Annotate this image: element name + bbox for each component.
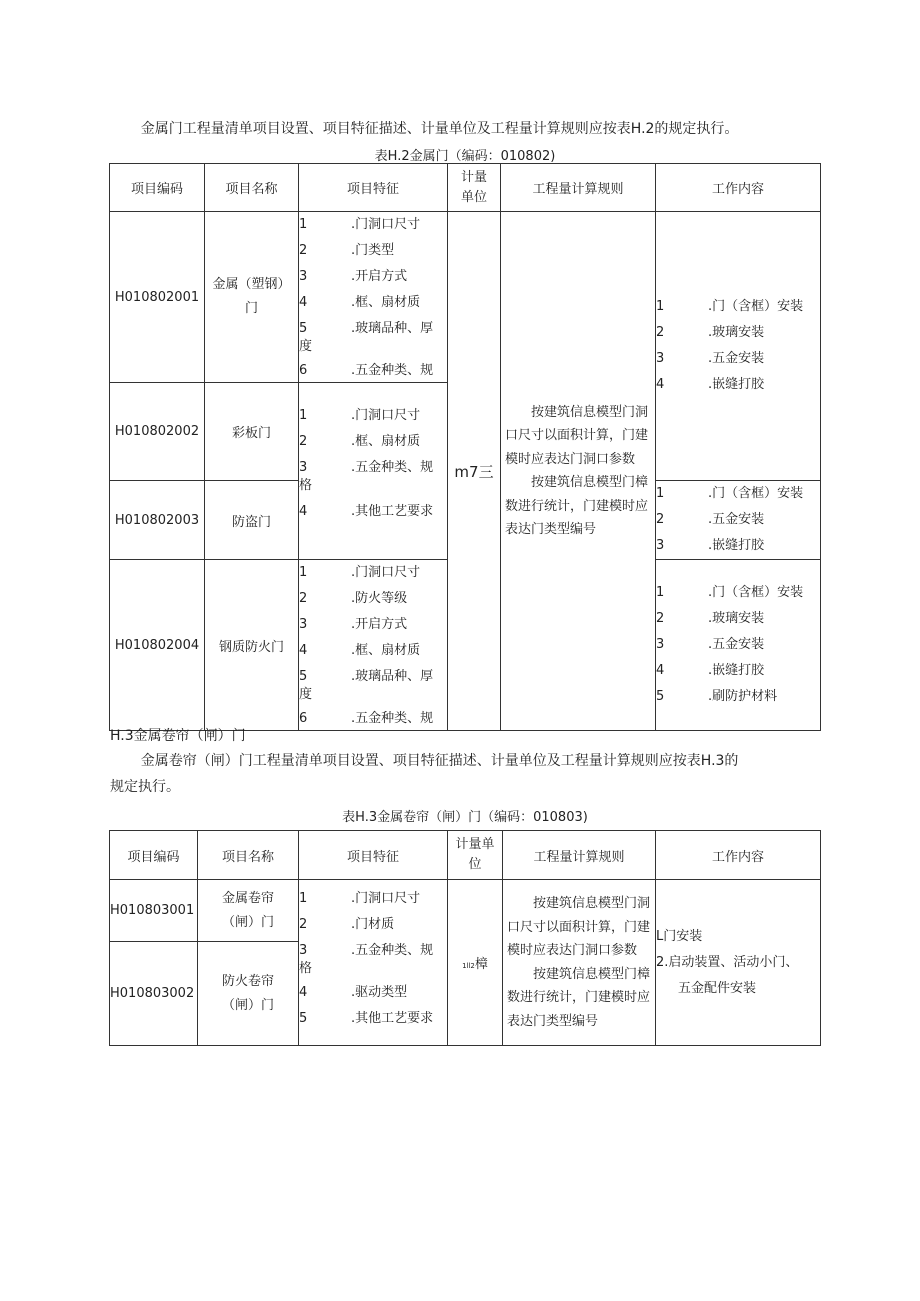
header-unit-line2: 单位 xyxy=(460,189,487,205)
work-item: 1 .门（含框）安装 xyxy=(656,486,804,501)
work-item: 3 .嵌缝打胶 xyxy=(656,538,765,553)
header-code: 项目编码 xyxy=(110,831,198,880)
feature-item: 1 .门洞口尺寸 xyxy=(299,408,421,423)
feature-list xyxy=(299,560,448,731)
work-item: 1 .门（含框）安装 xyxy=(656,585,804,600)
work-item: 2.启动装置、活动小门、 xyxy=(656,954,799,970)
section-heading-h3: H.3金属卷帘（闸）门 xyxy=(110,728,246,744)
feature-item: 1 .门洞口尺寸 xyxy=(299,565,421,580)
feature-item: 5 .玻璃品种、厚 度 xyxy=(299,669,434,702)
work-item: 3 .五金安装 xyxy=(656,637,765,652)
header-work: 工作内容 xyxy=(656,164,821,212)
rule-cell xyxy=(501,212,656,731)
work-item: 2 .玻璃安装 xyxy=(656,611,765,626)
rule-text-1: 按建筑信息模型门洞口尺寸以面积计算，门建模时应表达门洞口参数 xyxy=(505,404,649,467)
feature-item: 4 .框、扇材质 xyxy=(299,295,421,310)
feature-list xyxy=(299,880,448,1046)
work-item: L门安装 xyxy=(656,928,703,944)
feature-item: 2 .门类型 xyxy=(299,243,395,258)
header-rule: 工程量计算规则 xyxy=(501,164,656,212)
header-unit-line1: 计量单 xyxy=(455,837,495,852)
row-name: 彩板门 xyxy=(205,383,299,481)
feature-list xyxy=(299,383,448,560)
intro-paragraph-h3-line2: 规定执行。 xyxy=(110,779,180,795)
feature-item: 2 .防火等级 xyxy=(299,591,408,606)
rule-text-1: 按建筑信息模型门洞口尺寸以面积计算，门建模时应表达门洞口参数 xyxy=(507,896,651,958)
row-code: H010803002 xyxy=(110,942,198,1046)
feature-list xyxy=(299,212,448,383)
row-code: H010803001 xyxy=(110,880,198,942)
header-unit-line2: 位 xyxy=(468,857,482,872)
work-item: 5 .刷防护材料 xyxy=(656,689,778,704)
intro-paragraph-h2: 金属门工程量清单项目设置、项目特征描述、计量单位及工程量计算规则应按表H.2的规定执行。 xyxy=(140,121,739,137)
work-item: 1 .门（含框）安装 xyxy=(656,299,804,314)
row-name: 金属（塑钢）门 xyxy=(205,212,299,383)
row-name: 金属卷帘（闸）门 xyxy=(198,880,299,942)
table-h2 xyxy=(109,163,821,731)
work-item: 五金配件安装 xyxy=(678,980,757,996)
unit-cell: 1ll2樟 xyxy=(448,880,503,1046)
rule-cell xyxy=(503,880,656,1046)
work-item: 3 .五金安装 xyxy=(656,351,765,366)
work-list xyxy=(656,212,821,481)
row-code: H010802001 xyxy=(110,212,205,383)
table-h3-header-row xyxy=(110,831,821,880)
feature-item: 1 .门洞口尺寸 xyxy=(299,891,421,906)
row-code: H010802002 xyxy=(110,383,205,481)
feature-item: 6 .五金种类、规 xyxy=(299,711,434,726)
row-name: 防盗门 xyxy=(205,481,299,560)
header-work: 工作内容 xyxy=(656,831,821,880)
work-item: 4 .嵌缝打胶 xyxy=(656,663,765,678)
header-rule: 工程量计算规则 xyxy=(503,831,656,880)
row-code: H010802003 xyxy=(110,481,205,560)
header-name: 项目名称 xyxy=(198,831,299,880)
header-code: 项目编码 xyxy=(110,164,205,212)
feature-item: 3 .五金种类、规 格 xyxy=(299,943,434,976)
feature-item: 4 .框、扇材质 xyxy=(299,643,421,658)
table-h2-header-row xyxy=(110,164,821,212)
work-list xyxy=(656,880,821,1046)
header-name: 项目名称 xyxy=(205,164,299,212)
feature-item: 4 .驱动类型 xyxy=(299,985,408,1000)
feature-item: 3 .五金种类、规 格 xyxy=(299,460,434,493)
row-code: H010802004 xyxy=(110,560,205,731)
table-h3 xyxy=(109,830,821,1046)
feature-item: 2 .框、扇材质 xyxy=(299,434,421,449)
table-h2-caption: 表H.2金属门（编码：010802) xyxy=(374,149,556,164)
header-unit xyxy=(448,831,503,880)
row-name: 钢质防火门 xyxy=(205,560,299,731)
feature-item: 5 .其他工艺要求 xyxy=(299,1011,434,1026)
rule-text-2: 按建筑信息模型门樟数进行统计，门建模时应表达门类型编号 xyxy=(507,966,651,1029)
feature-item: 6 .五金种类、规 xyxy=(299,363,434,378)
header-feature: 项目特征 xyxy=(299,164,448,212)
work-list xyxy=(656,560,821,731)
rule-text-2: 按建筑信息模型门樟数进行统计，门建模时应表达门类型编号 xyxy=(505,475,649,537)
row-name: 防火卷帘（闸）门 xyxy=(198,942,299,1046)
header-unit-line1: 计量 xyxy=(460,169,487,185)
header-feature: 项目特征 xyxy=(299,831,448,880)
unit-cell: m7三 xyxy=(448,212,501,731)
header-unit xyxy=(448,164,501,212)
table-h3-caption: 表H.3金属卷帘（闸）门（编码：010803) xyxy=(342,810,588,825)
work-list xyxy=(656,481,821,560)
table-row xyxy=(110,212,821,383)
table-row xyxy=(110,880,821,942)
intro-paragraph-h3-line1: 金属卷帘（闸）门工程量清单项目设置、项目特征描述、计量单位及工程量计算规则应按表H.3的 xyxy=(140,753,739,769)
feature-item: 4 .其他工艺要求 xyxy=(299,504,434,519)
feature-item: 3 .开启方式 xyxy=(299,269,408,284)
work-item: 2 .玻璃安装 xyxy=(656,325,765,340)
work-item: 4 .嵌缝打胶 xyxy=(656,377,765,392)
feature-item: 2 .门材质 xyxy=(299,917,395,932)
feature-item: 5 .玻璃品种、厚 度 xyxy=(299,321,434,354)
feature-item: 3 .开启方式 xyxy=(299,617,408,632)
work-item: 2 .五金安装 xyxy=(656,512,765,527)
feature-item: 1 .门洞口尺寸 xyxy=(299,217,421,232)
